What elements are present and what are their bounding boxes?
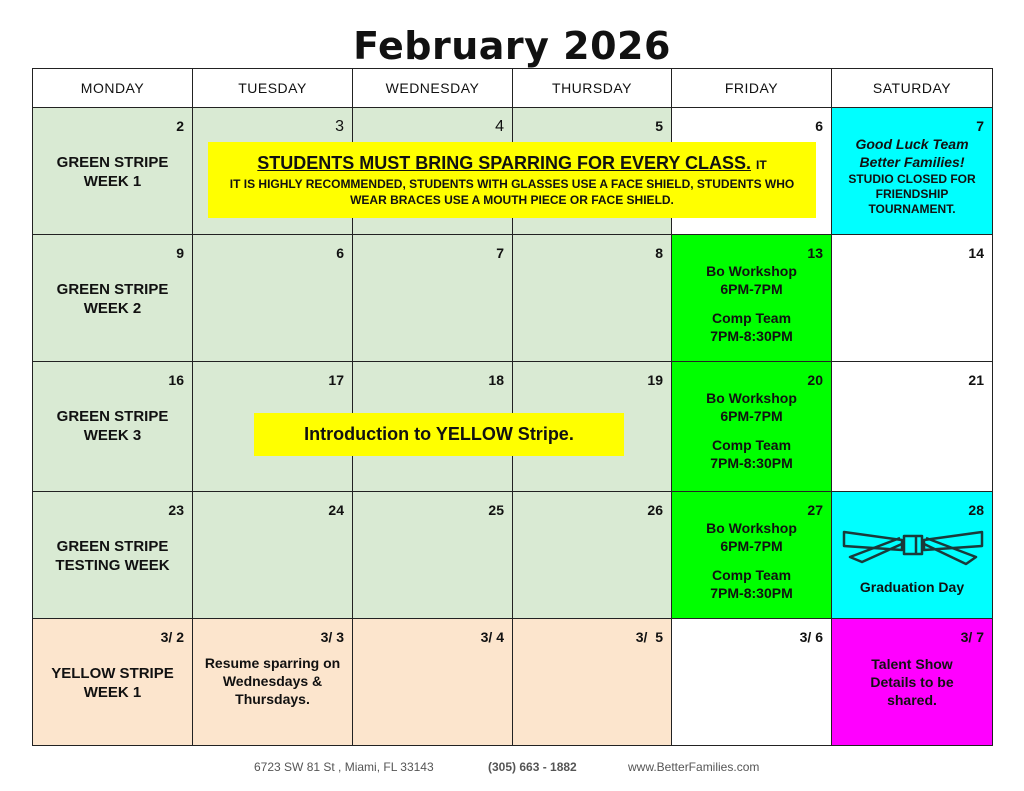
day-cell[interactable] [832, 492, 993, 619]
page-title: February 2026 [353, 24, 671, 68]
day-cell[interactable] [672, 362, 832, 492]
weekday-header: THURSDAY [513, 69, 672, 108]
day-cell[interactable] [513, 619, 672, 746]
notice-headline-tail: IT [756, 158, 767, 172]
day-number: 6 [336, 245, 344, 261]
day-cell[interactable] [33, 362, 193, 492]
weekday-header: WEDNESDAY [353, 69, 513, 108]
day-event: Bo Workshop 6PM-7PM [706, 390, 797, 424]
day-event: Graduation Day [859, 579, 965, 595]
day-number: 17 [328, 372, 344, 388]
day-number: 8 [655, 245, 663, 261]
yellow-stripe-intro-banner: Introduction to YELLOW Stripe. [254, 413, 624, 456]
day-cell[interactable] [832, 235, 993, 362]
day-number: 26 [647, 502, 663, 518]
day-cell[interactable] [513, 492, 672, 619]
notice-body: IT IS HIGHLY RECOMMENDED, STUDENTS WITH GLASSES USE A FACE SHIELD, STUDENTS WHO WEAR BRACES USE A MOUTH PIECE OR FACE SHIELD. [229, 177, 795, 207]
day-number: 4 [495, 118, 504, 135]
footer-phone: (305) 663 - 1882 [488, 760, 577, 774]
day-number: 3/ 5 [635, 629, 663, 645]
day-number: 3/ 4 [480, 629, 504, 645]
day-number: 14 [968, 245, 984, 261]
day-event: Comp Team 7PM-8:30PM [710, 567, 793, 601]
day-event: Talent Show Details to be shared. [870, 656, 954, 708]
day-cell[interactable] [832, 108, 993, 235]
day-number: 3 [335, 118, 344, 135]
day-event: STUDIO CLOSED FOR FRIENDSHIP TOURNAMENT. [848, 172, 976, 216]
day-cell[interactable] [193, 492, 353, 619]
week-row [33, 619, 993, 746]
day-cell[interactable] [33, 235, 193, 362]
day-cell[interactable] [33, 108, 193, 235]
day-cell[interactable] [33, 619, 193, 746]
day-number: 23 [168, 502, 184, 518]
day-number: 3/ 3 [320, 629, 344, 645]
day-cell[interactable] [33, 492, 193, 619]
weekday-header-row [33, 69, 993, 108]
day-cell[interactable] [672, 492, 832, 619]
day-event: Bo Workshop 6PM-7PM [706, 263, 797, 297]
day-number: 20 [807, 372, 823, 388]
day-number: 16 [168, 372, 184, 388]
day-cell[interactable] [353, 492, 513, 619]
day-event: Good Luck Team Better Families! [855, 136, 969, 170]
day-number: 18 [488, 372, 504, 388]
day-cell[interactable] [832, 619, 993, 746]
day-event: Comp Team 7PM-8:30PM [710, 310, 793, 344]
day-cell[interactable] [513, 235, 672, 362]
notice-headline: STUDENTS MUST BRING SPARRING FOR EVERY CLASS. [257, 153, 752, 173]
weekday-header: SATURDAY [832, 69, 993, 108]
week-row [33, 235, 993, 362]
day-number: 7 [976, 118, 984, 134]
day-number: 3/ 6 [799, 629, 823, 645]
day-cell[interactable] [193, 235, 353, 362]
day-event: Comp Team 7PM-8:30PM [710, 437, 793, 471]
footer-address: 6723 SW 81 St , Miami, FL 33143 [254, 760, 434, 774]
day-number: 21 [968, 372, 984, 388]
day-cell[interactable] [672, 235, 832, 362]
day-number: 9 [176, 245, 184, 261]
day-number: 27 [807, 502, 823, 518]
day-cell[interactable] [193, 619, 353, 746]
day-event: GREEN STRIPE WEEK 1 [56, 154, 169, 190]
day-number: 24 [328, 502, 344, 518]
day-event: Resume sparring on Wednesdays & Thursdays. [204, 655, 341, 707]
day-cell[interactable] [672, 619, 832, 746]
day-cell[interactable] [353, 235, 513, 362]
footer-website: www.BetterFamilies.com [628, 760, 760, 774]
weekday-header: TUESDAY [193, 69, 353, 108]
day-event: GREEN STRIPE TESTING WEEK [55, 538, 170, 574]
day-cell[interactable] [832, 362, 993, 492]
weekday-header: MONDAY [33, 69, 193, 108]
day-number: 19 [647, 372, 663, 388]
week-row [33, 492, 993, 619]
day-event: Bo Workshop 6PM-7PM [706, 520, 797, 554]
day-event: GREEN STRIPE WEEK 2 [56, 281, 169, 317]
day-number: 5 [655, 118, 663, 134]
sparring-notice-banner [208, 142, 816, 218]
weekday-header: FRIDAY [672, 69, 832, 108]
day-event: GREEN STRIPE WEEK 3 [56, 408, 169, 444]
day-number: 6 [815, 118, 823, 134]
day-number: 28 [968, 502, 984, 518]
day-number: 13 [807, 245, 823, 261]
day-cell[interactable] [353, 619, 513, 746]
day-number: 2 [176, 118, 184, 134]
day-number: 3/ 2 [160, 629, 184, 645]
karate-belt-icon [842, 526, 984, 566]
day-number: 7 [496, 245, 504, 261]
day-event: YELLOW STRIPE WEEK 1 [51, 665, 174, 701]
day-number: 3/ 7 [960, 629, 984, 645]
day-number: 25 [488, 502, 504, 518]
